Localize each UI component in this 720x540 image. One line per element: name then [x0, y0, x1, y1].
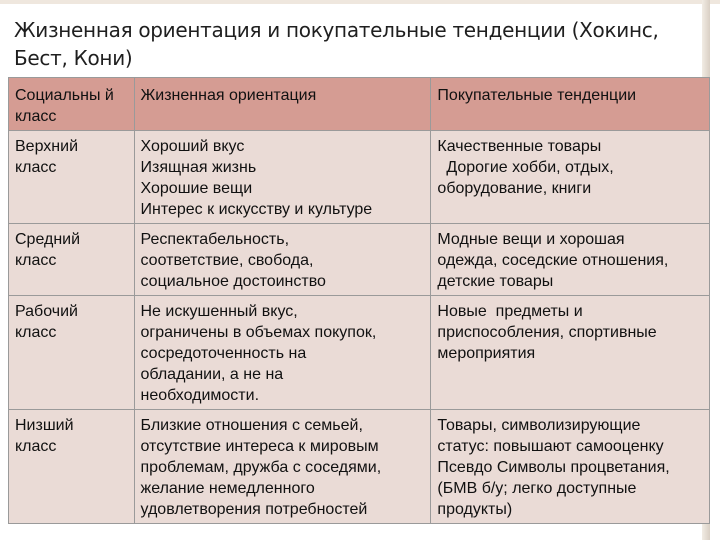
cell-orientation: Не искушенный вкус, ограничены в объемах покупок, сосредоточенность на обладании, а не на необходимости.: [134, 296, 431, 410]
cell-orientation: Респектабельность, соответствие, свобода, социальное достоинство: [134, 224, 431, 296]
header-social-class: Социальны й класс: [9, 78, 135, 131]
cell-tendencies: Товары, символизирующие статус: повышают самооценку Псевдо Символы процветания, (БМВ б/у; легко доступные продукты): [431, 410, 710, 524]
cell-class: Верхний класс: [9, 131, 135, 224]
header-life-orientation: Жизненная ориентация: [134, 78, 431, 131]
cell-class: Средний класс: [9, 224, 135, 296]
cell-tendencies: Модные вещи и хорошая одежда, соседские отношения, детские товары: [431, 224, 710, 296]
slide-top-border: [0, 0, 720, 4]
table-header-row: [9, 78, 710, 131]
header-buying-tendencies: Покупательные тенденции: [431, 78, 710, 131]
cell-orientation: Близкие отношения с семьей, отсутствие интереса к мировым проблемам, дружба с соседями, желание немедленного удовлетворения потребностей: [134, 410, 431, 524]
table-row-middle-class: [9, 224, 710, 296]
cell-class: Рабочий класс: [9, 296, 135, 410]
consumer-class-table: [8, 77, 710, 524]
table-row-upper-class: [9, 131, 710, 224]
table-row-lower-class: [9, 410, 710, 524]
table-row-working-class: [9, 296, 710, 410]
cell-orientation: Хороший вкус Изящная жизнь Хорошие вещи Интерес к искусству и культуре: [134, 131, 431, 224]
cell-tendencies: Качественные товары Дорогие хобби, отдых, оборудование, книги: [431, 131, 710, 224]
cell-class: Низший класс: [9, 410, 135, 524]
cell-tendencies: Новые предметы и приспособления, спортивные мероприятия: [431, 296, 710, 410]
slide-title: Жизненная ориентация и покупательные тенденции (Хокинс, Бест, Кони): [14, 18, 659, 70]
